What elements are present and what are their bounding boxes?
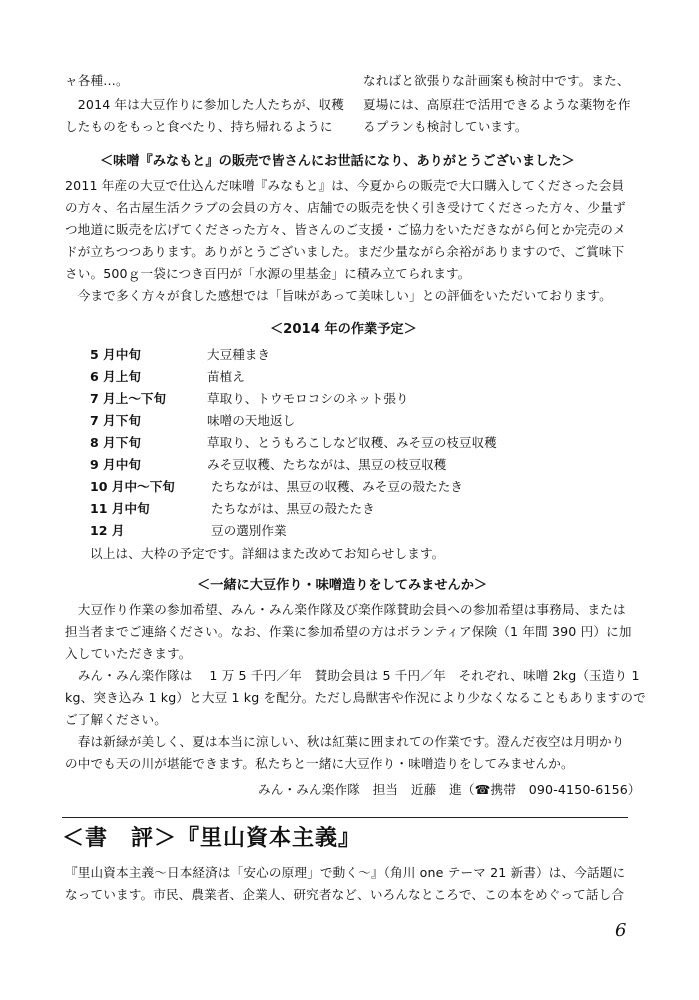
schedule-task: 草取り、とうもろこしなど収穫、みそ豆の枝豆収穫 — [207, 435, 497, 450]
invite-line: kg、突き込み 1 kg）と大豆 1 kg を配分。ただし鳥獣害や作況により少なくなることもありますので — [65, 690, 646, 705]
invite-line: 入していただきます。 — [65, 646, 192, 661]
invite-line: 春は新緑が美しく、夏は本当に涼しい、秋は紅葉に囲まれての作業です。澄んだ夜空は月明かり — [65, 734, 625, 749]
schedule-task: 豆の選別作業 — [211, 523, 287, 538]
invite-line: の中でも天の川が堪能できます。私たちと一緒に大豆作り・味噌造りをしてみませんか。 — [65, 756, 574, 771]
schedule-task: 味噌の天地返し — [207, 413, 296, 428]
schedule-month: 7 月上～下旬 — [90, 391, 167, 406]
schedule-month: 11 月中旬 — [90, 501, 150, 516]
invite-heading: ＜一緒に大豆作り・味噌造りをしてみませんか＞ — [197, 578, 488, 593]
schedule-month: 5 月中旬 — [90, 347, 141, 362]
schedule-task: 苗植え — [207, 369, 245, 384]
top-left-line: したものをもっと食べたり、持ち帰れるように — [65, 119, 333, 134]
schedule-task: たちながは、黒豆の殻たたき — [211, 501, 375, 516]
invite-line: みん・みん楽作隊は 1 万 5 千円／年 賛助会員は 5 千円／年 それぞれ、味噌 2kg（玉造り 1 — [65, 668, 640, 683]
schedule-task: 大豆種まき — [207, 347, 270, 362]
top-left-line: 2014 年は大豆作りに参加した人たちが、収穫 — [65, 97, 344, 112]
top-left-line: ャ各種…。 — [65, 73, 129, 88]
miso-line: つ地道に販売を広げてくださった方々、皆さんのご支援・ご協力をいただきながら何とか完売のメ — [65, 222, 626, 237]
schedule-task: 草取り、トウモロコシのネット張り — [207, 391, 409, 406]
review-line: 『里山資本主義～日本経済は「安心の原理」で動く～』（角川 one テーマ 21 新書）は、今話題に — [65, 865, 626, 880]
schedule-month: 12 月 — [90, 523, 125, 538]
miso-line: さい。500ｇ一袋につき百円が「水源の里基金」に積み立てられます。 — [65, 266, 471, 281]
page-number: 6 — [615, 920, 627, 941]
miso-line: 今まで多く方々が食した感想では「旨味があって美味しい」との評価をいただいております。 — [65, 288, 612, 303]
schedule-month: 7 月下旬 — [90, 413, 141, 428]
invite-line: 大豆作り作業の参加希望、みん・みん楽作隊及び楽作隊賛助会員への参加希望は事務局、または — [65, 602, 626, 617]
schedule-note: 以上は、大枠の予定です。詳細はまた改めてお知らせします。 — [90, 546, 445, 561]
schedule-month: 9 月中旬 — [90, 457, 141, 472]
top-right-line: なればと欲張りな計画案も検討中です。また、 — [363, 73, 630, 88]
miso-heading: ＜味噌『みなもと』の販売で皆さんにお世話になり、ありがとうございました＞ — [100, 154, 575, 169]
section-divider — [62, 817, 628, 818]
schedule-month: 8 月下旬 — [90, 435, 141, 450]
schedule-heading: ＜2014 年の作業予定＞ — [270, 322, 417, 337]
review-title: ＜書 評＞『里山資本主義』 — [62, 825, 362, 851]
schedule-month: 10 月中～下旬 — [90, 479, 175, 494]
schedule-month: 6 月上旬 — [90, 369, 141, 384]
schedule-task: たちながは、黒豆の収穫、みそ豆の殻たたき — [211, 479, 463, 494]
top-right-line: 夏場には、高原荘で活用できるような薬物を作 — [363, 97, 631, 112]
review-line: なっています。市民、農業者、企業人、研究者など、いろんなところで、この本をめぐって話し合 — [65, 887, 625, 902]
miso-line: ドが立ちつつあります。ありがとうございました。まだ少量ながら余裕がありますので、ご賞味下 — [65, 244, 625, 259]
schedule-task: みそ豆収穫、たちながは、黒豆の枝豆収穫 — [207, 457, 447, 472]
top-right-line: るプランも検討しています。 — [363, 119, 528, 134]
invite-line: ご了解ください。 — [65, 712, 167, 727]
miso-line: 2011 年産の大豆で仕込んだ味噌『みなもと』は、今夏からの販売で大口購入してくださった会員 — [65, 178, 625, 193]
miso-line: の方々、名古屋生活クラブの会員の方々、店舗での販売を快く引き受けてくださった方々、少量ず — [65, 200, 626, 215]
invite-line: 担当者までご連絡ください。なお、作業に参加希望の方はボランティア保険（1 年間 390 円）に加 — [65, 624, 632, 639]
invite-contact: みん・みん楽作隊 担当 近藤 進（☎携帯 090-4150-6156） — [258, 782, 641, 797]
